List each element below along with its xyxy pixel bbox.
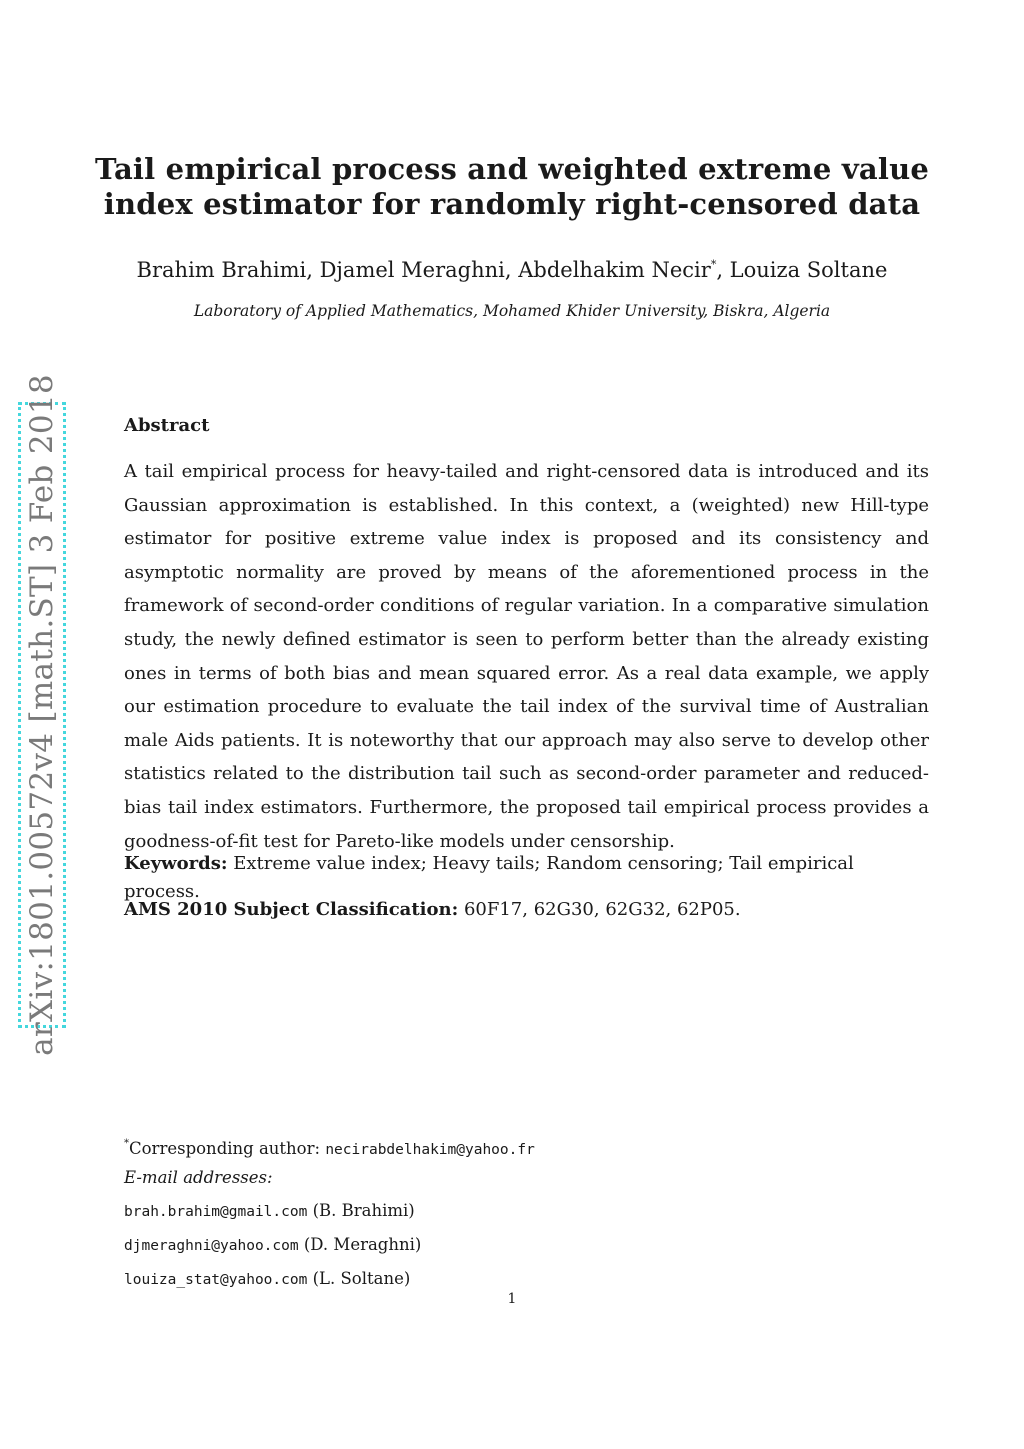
- ams-text: 60F17, 62G30, 62G32, 62P05.: [458, 899, 741, 920]
- arxiv-stamp: [18, 374, 66, 1056]
- email-address: djmeraghni@yahoo.com: [124, 1238, 299, 1255]
- author-list: [0, 250, 1024, 285]
- email-owner: (B. Brahimi): [307, 1201, 415, 1221]
- email-entry: [124, 1194, 929, 1228]
- affiliation: Laboratory of Applied Mathematics, Mohamed Khider University, Biskra, Algeria: [193, 302, 831, 320]
- corresponding-author-email: necirabdelhakim@yahoo.fr: [325, 1142, 535, 1158]
- corresponding-author-label: Corresponding author:: [129, 1139, 326, 1158]
- footnotes: [124, 1127, 929, 1295]
- title-line-2: index estimator for randomly right-censored data: [103, 187, 921, 221]
- footnote-mark: *: [124, 1138, 129, 1149]
- keywords-label: Keywords:: [124, 853, 228, 874]
- email-address: brah.brahim@gmail.com: [124, 1204, 308, 1221]
- paper-title: [0, 152, 1024, 222]
- authors-main: Brahim Brahimi, Djamel Meraghni, Abdelhakim Necir: [136, 258, 711, 282]
- email-owner: (D. Meraghni): [298, 1235, 422, 1255]
- email-addresses-heading: E-mail addresses:: [124, 1167, 273, 1187]
- authors-tail: , Louiza Soltane: [716, 258, 888, 282]
- email-entry: [124, 1228, 929, 1262]
- ams-label: AMS 2010 Subject Classification:: [124, 899, 459, 920]
- corresponding-author-footnote: [124, 1127, 929, 1161]
- abstract-heading: Abstract: [124, 415, 210, 436]
- ams-classification-line: [124, 896, 929, 924]
- email-owner: (L. Soltane): [307, 1268, 411, 1288]
- corresponding-author-mark: *: [710, 258, 717, 271]
- keywords-text: Extreme value index; Heavy tails; Random censoring; Tail empirical process.: [124, 853, 854, 902]
- email-address: louiza_stat@yahoo.com: [124, 1271, 308, 1288]
- title-line-1: Tail empirical process and weighted extreme value: [94, 152, 930, 186]
- arxiv-stamp-text: arXiv:1801.00572v4 [math.ST] 3 Feb 2018: [24, 374, 60, 1056]
- page-number: 1: [507, 1291, 517, 1307]
- abstract-text: A tail empirical process for heavy-tailed and right-censored data is introduced and its Gaussian approximation is established. In this context, a (weighted) new Hill-type estimator for positive extreme value index is proposed and its consistency and asymptotic normality are proved by means of the aforementioned process in the framework of second-order conditions of regular variation. In a comparative simulation study, the newly defined estimator is seen to perform better than the already existing ones in terms of both bias and mean squared error. As a real data example, we apply our estimation procedure to evaluate the tail index of the survival time of Australian male Aids patients. It is noteworthy that our approach may also serve to develop other statistics related to the distribution tail such as second-order parameter and reduced-bias tail index estimators. Furthermore, the proposed tail empirical process provides a goodness-of-fit test for Pareto-like models under censorship.: [124, 461, 929, 852]
